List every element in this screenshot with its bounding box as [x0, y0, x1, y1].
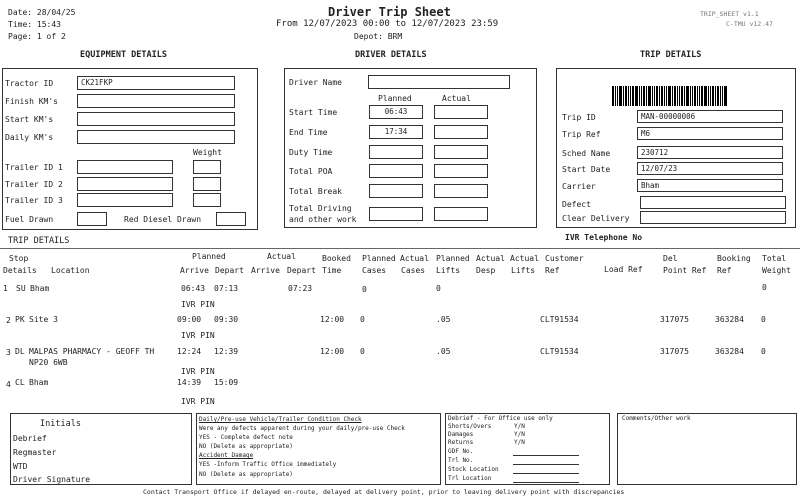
fuel-field[interactable] — [77, 212, 107, 226]
row-actual-depart: 07:23 — [288, 284, 313, 293]
ivr-telephone-label: IVR Telephone No — [565, 233, 643, 242]
total-poa-label: Total POA — [289, 167, 333, 176]
planned-label: Planned — [378, 94, 412, 103]
duty-time-label: Duty Time — [289, 148, 333, 157]
transport-office-notice: Contact Transport Office if delayed en-route, delayed at delivery point, prior to leaving delivery point with discrepancies — [143, 488, 625, 496]
row-arrive: 12:24 — [177, 347, 202, 356]
row-planned-cases: 0 — [360, 347, 365, 356]
carrier-label: Carrier — [562, 182, 596, 191]
col-planned-cases-2: Cases — [362, 266, 387, 275]
equipment-heading: EQUIPMENT DETAILS — [80, 50, 167, 60]
red-diesel-label: Red Diesel Drawn — [124, 215, 202, 224]
initials-heading: Initials — [40, 419, 81, 429]
trailer3-field[interactable] — [77, 193, 173, 207]
row-stop: 1 — [3, 284, 8, 293]
total-break-label: Total Break — [289, 187, 342, 196]
col-total-weight: Weight — [762, 266, 791, 275]
trailer1-field[interactable] — [77, 160, 173, 174]
condition-check-title: Daily/Pre-use Vehicle/Trailer Condition Check — [199, 416, 362, 423]
col-del: Del — [663, 254, 678, 263]
total-break-actual[interactable] — [434, 184, 488, 198]
regmaster-label: Regmaster — [13, 448, 57, 457]
col-actual-desp: Actual — [476, 254, 505, 263]
accident-yes: YES -Inform Traffic Office immediately — [199, 461, 337, 468]
trailer2-field[interactable] — [77, 177, 173, 191]
fuel-label: Fuel Drawn — [5, 215, 54, 224]
col-booked-time: Time — [322, 266, 342, 275]
start-date-field[interactable]: 12/07/23 — [637, 162, 783, 175]
start-time-actual[interactable] — [434, 105, 488, 119]
debrief-label: Debrief — [13, 434, 47, 443]
row-location: Bham — [29, 378, 49, 387]
accident-damage-title: Accident Damage — [199, 452, 254, 459]
comments-label: Comments/Other work — [622, 415, 691, 422]
end-time-label: End Time — [289, 128, 328, 137]
row-planned-lifts: .05 — [436, 315, 451, 324]
stock-location-line — [513, 473, 579, 474]
row-del-point-ref: 317075 — [660, 315, 689, 324]
trip-heading: TRIP DETAILS — [640, 50, 702, 60]
trailer2-weight-field[interactable] — [193, 177, 221, 191]
daily-km-label: Daily KM's — [5, 133, 54, 142]
row-planned-lifts: .05 — [436, 347, 451, 356]
total-break-planned[interactable] — [369, 184, 423, 198]
sched-name-field[interactable]: 230712 — [637, 146, 783, 159]
accident-no: NO (Delete as appropriate) — [199, 471, 293, 478]
total-driving-label: Total Driving — [289, 204, 352, 213]
row-stop: 2 — [6, 316, 11, 325]
trip-ref-label: Trip Ref — [562, 130, 601, 139]
col-planned-depart: Depart — [215, 266, 244, 275]
trailer3-weight-field[interactable] — [193, 193, 221, 207]
returns-label: Returns — [448, 439, 474, 446]
clear-delivery-field[interactable] — [640, 211, 786, 224]
daily-km-field[interactable] — [77, 130, 235, 144]
carrier-field[interactable]: Bham — [637, 179, 783, 192]
row-stop: 4 — [6, 380, 11, 389]
row-ivr-pin: IVR PIN — [181, 397, 215, 406]
col-actual-depart: Depart — [287, 266, 316, 275]
defect-field[interactable] — [640, 196, 786, 209]
finish-km-field[interactable] — [77, 94, 235, 108]
start-km-field[interactable] — [77, 112, 235, 126]
trip-id-field[interactable]: MAN-00000006 — [637, 110, 783, 123]
trailer1-weight-field[interactable] — [193, 160, 221, 174]
row-planned-cases: 0 — [362, 285, 367, 294]
col-customer: Customer — [545, 254, 584, 263]
red-diesel-field[interactable] — [216, 212, 246, 226]
comments-panel — [617, 413, 797, 485]
row-depart: 07:13 — [214, 284, 239, 293]
total-driving-actual[interactable] — [434, 207, 488, 221]
row-postcode: NP20 6WB — [29, 358, 68, 367]
trip-details-section-label: TRIP DETAILS — [8, 236, 70, 246]
condition-check-yes: YES - Complete defect note — [199, 434, 293, 441]
gdf-line — [513, 455, 579, 456]
row-arrive: 06:43 — [181, 284, 206, 293]
col-planned: Planned — [192, 252, 226, 261]
col-planned-lifts-2: Lifts — [436, 266, 461, 275]
gdf-label: GDF No. — [448, 448, 474, 455]
trailer2-label: Trailer ID 2 — [5, 180, 63, 189]
table-top-rule — [0, 248, 800, 249]
shorts-overs-label: Shorts/Overs — [448, 423, 492, 430]
sched-name-label: Sched Name — [562, 149, 611, 158]
col-load-ref: Load Ref — [604, 265, 643, 274]
duty-time-actual[interactable] — [434, 145, 488, 159]
report-version: C-TMU v12.47 — [726, 20, 773, 28]
col-actual-cases: Actual — [400, 254, 429, 263]
col-planned-arrive: Arrive — [180, 266, 209, 275]
row-stop: 3 — [6, 348, 11, 357]
trailer1-label: Trailer ID 1 — [5, 163, 63, 172]
trip-barcode — [612, 86, 728, 106]
col-actual-cases-2: Cases — [401, 266, 426, 275]
start-time-label: Start Time — [289, 108, 338, 117]
condition-check-question: Were any defects apparent during your daily/pre-use Check — [199, 425, 405, 432]
row-planned-cases: 0 — [360, 315, 365, 324]
col-planned-cases: Planned — [362, 254, 396, 263]
row-depart: 15:09 — [214, 378, 239, 387]
row-ivr-pin: IVR PIN — [181, 300, 215, 309]
end-time-planned[interactable]: 17:34 — [369, 125, 423, 139]
row-type: CL — [15, 378, 25, 387]
col-booking-ref: Ref — [717, 266, 732, 275]
start-km-label: Start KM's — [5, 115, 54, 124]
page-number: Page: 1 of 2 — [8, 32, 66, 41]
row-arrive: 14:39 — [177, 378, 202, 387]
row-customer-ref: CLT91534 — [540, 347, 579, 356]
row-depart: 12:39 — [214, 347, 239, 356]
row-ivr-pin: IVR PIN — [181, 331, 215, 340]
row-weight: 0 — [762, 283, 767, 292]
office-debrief-title: Debrief - For Office use only — [448, 415, 553, 422]
total-driving-planned[interactable] — [369, 207, 423, 221]
col-actual-desp-2: Desp — [476, 266, 496, 275]
page-title: Driver Trip Sheet — [328, 5, 451, 19]
row-booking-ref: 363284 — [715, 315, 744, 324]
row-location: MALPAS PHARMACY - GEOFF TH — [29, 347, 155, 356]
print-time: Time: 15:43 — [8, 20, 61, 29]
trl-location-line — [513, 482, 579, 483]
driver-name-label: Driver Name — [289, 78, 342, 87]
total-poa-actual[interactable] — [434, 164, 488, 178]
driver-signature-label: Driver Signature — [13, 475, 91, 484]
stock-location-label: Stock Location — [448, 466, 499, 473]
weight-label: Weight — [193, 148, 222, 157]
trl-no-line — [513, 464, 579, 465]
trl-location-label: Trl Location — [448, 475, 492, 482]
returns-yn: Y/N — [514, 439, 525, 446]
trl-no-label: Trl No. — [448, 457, 474, 464]
tractor-label: Tractor ID — [5, 79, 54, 88]
row-arrive: 09:00 — [177, 315, 202, 324]
end-time-actual[interactable] — [434, 125, 488, 139]
driver-name-field[interactable] — [368, 75, 510, 89]
row-booked: 12:00 — [320, 315, 345, 324]
row-booked: 12:00 — [320, 347, 345, 356]
clear-delivery-label: Clear Delivery — [562, 214, 630, 223]
row-type: PK — [15, 315, 25, 324]
duty-time-planned[interactable] — [369, 145, 423, 159]
start-date-label: Start Date — [562, 165, 611, 174]
damages-yn: Y/N — [514, 431, 525, 438]
col-details: Details — [3, 266, 37, 275]
row-weight: 0 — [761, 347, 766, 356]
row-location: Site 3 — [29, 315, 58, 324]
report-code: TRIP_SHEET v1.1 — [700, 10, 759, 18]
col-customer-ref: Ref — [545, 266, 560, 275]
condition-check-no: NO (Delete as appropriate) — [199, 443, 293, 450]
row-customer-ref: CLT91534 — [540, 315, 579, 324]
row-ivr-pin: IVR PIN — [181, 367, 215, 376]
col-total: Total — [762, 254, 787, 263]
defect-label: Defect — [562, 200, 591, 209]
start-time-planned[interactable]: 06:43 — [369, 105, 423, 119]
trip-ref-field[interactable]: M6 — [637, 127, 783, 140]
driver-heading: DRIVER DETAILS — [355, 50, 427, 60]
row-depart: 09:30 — [214, 315, 239, 324]
other-work-label: and other work — [289, 215, 357, 224]
col-planned-lifts: Planned — [436, 254, 470, 263]
tractor-id-field[interactable]: CK21FKP — [77, 76, 235, 90]
row-weight: 0 — [761, 315, 766, 324]
finish-km-label: Finish KM's — [5, 97, 58, 106]
row-del-point-ref: 317075 — [660, 347, 689, 356]
trailer3-label: Trailer ID 3 — [5, 196, 63, 205]
trip-id-label: Trip ID — [562, 113, 596, 122]
row-type: SU — [16, 284, 26, 293]
col-stop: Stop — [9, 254, 29, 263]
total-poa-planned[interactable] — [369, 164, 423, 178]
actual-label: Actual — [442, 94, 471, 103]
col-booked: Booked — [322, 254, 351, 263]
print-date: Date: 28/04/25 — [8, 8, 76, 17]
date-range: From 12/07/2023 00:00 to 12/07/2023 23:59 — [276, 19, 499, 29]
row-type: DL — [15, 347, 25, 356]
row-planned-lifts: 0 — [436, 284, 441, 293]
depot: Depot: BRM — [354, 32, 403, 41]
col-actual-arrive: Arrive — [251, 266, 280, 275]
col-del-point-ref: Point Ref — [663, 266, 707, 275]
col-location: Location — [51, 266, 90, 275]
wtd-label: WTD — [13, 462, 28, 471]
col-actual-lifts-2: Lifts — [511, 266, 536, 275]
damages-label: Damages — [448, 431, 474, 438]
col-actual: Actual — [267, 252, 296, 261]
row-location: Bham — [30, 284, 50, 293]
row-booking-ref: 363284 — [715, 347, 744, 356]
col-actual-lifts: Actual — [510, 254, 539, 263]
col-booking: Booking — [717, 254, 751, 263]
shorts-overs-yn: Y/N — [514, 423, 525, 430]
